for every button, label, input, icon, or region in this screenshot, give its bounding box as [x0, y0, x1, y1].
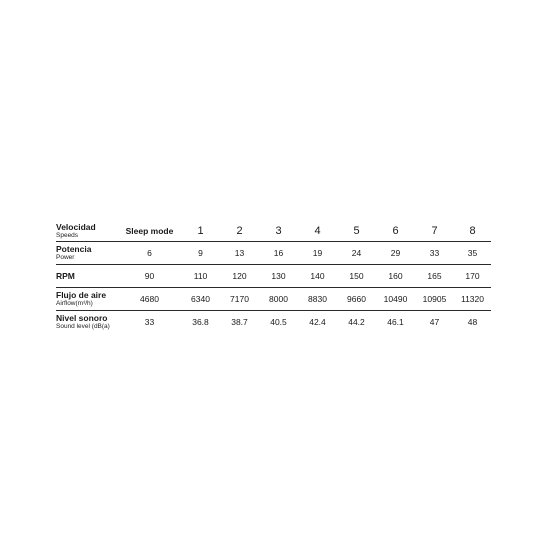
table-cell: 35	[454, 242, 491, 265]
row-rpm	[56, 265, 491, 288]
row-power	[56, 242, 491, 265]
row-sound-level	[56, 311, 491, 334]
table-cell: 110	[181, 265, 220, 288]
table-cell: 8000	[259, 288, 298, 311]
table-cell: 19	[298, 242, 337, 265]
table-cell: 170	[454, 265, 491, 288]
table-cell: 10905	[415, 288, 454, 311]
row-sublabel: Power	[56, 254, 75, 261]
table-cell: 36.8	[181, 311, 220, 334]
table-cell: 90	[118, 265, 181, 288]
header-sublabel: Speeds	[56, 232, 79, 239]
column-header-speed-8: 8	[469, 225, 476, 237]
row-sublabel: Sound level (dB(a)	[56, 323, 110, 330]
column-header-speed-7: 7	[431, 225, 438, 237]
table-cell: 46.1	[376, 311, 415, 334]
spec-table	[56, 221, 491, 333]
column-header-speed-5: 5	[353, 225, 360, 237]
row-label: RPM	[56, 271, 75, 281]
row-label-cell	[56, 265, 118, 288]
row-sublabel: Airflow(m³/h)	[56, 300, 93, 307]
table-cell: 165	[415, 265, 454, 288]
column-header-speed-2: 2	[236, 225, 243, 237]
row-label: Nivel sonoro	[56, 313, 108, 323]
table-cell: 160	[376, 265, 415, 288]
table-cell: 47	[415, 311, 454, 334]
row-label-cell	[56, 311, 118, 334]
row-airflow	[56, 288, 491, 311]
table-cell: 6	[118, 242, 181, 265]
column-header-speed-4: 4	[314, 225, 321, 237]
table-cell: 4680	[118, 288, 181, 311]
table-cell: 10490	[376, 288, 415, 311]
row-label: Flujo de aire	[56, 290, 107, 300]
table-cell: 120	[220, 265, 259, 288]
table-cell: 42.4	[298, 311, 337, 334]
table-cell: 7170	[220, 288, 259, 311]
table-cell: 24	[337, 242, 376, 265]
row-label: Potencia	[56, 244, 92, 254]
column-header-speed-1: 1	[197, 225, 204, 237]
column-header-speed-3: 3	[275, 225, 282, 237]
table-cell: 29	[376, 242, 415, 265]
table-cell: 33	[415, 242, 454, 265]
header-label-cell	[56, 221, 118, 242]
header-label: Velocidad	[56, 222, 96, 232]
table-cell: 9	[181, 242, 220, 265]
table-cell: 150	[337, 265, 376, 288]
table-cell: 9660	[337, 288, 376, 311]
column-header-sleep-mode: Sleep mode	[125, 226, 174, 236]
table-cell: 33	[118, 311, 181, 334]
column-header-speed-6: 6	[392, 225, 399, 237]
row-label-cell	[56, 288, 118, 311]
table-cell: 140	[298, 265, 337, 288]
table-cell: 48	[454, 311, 491, 334]
table-cell: 44.2	[337, 311, 376, 334]
table-cell: 16	[259, 242, 298, 265]
table-cell: 11320	[454, 288, 491, 311]
table-cell: 130	[259, 265, 298, 288]
table-cell: 8830	[298, 288, 337, 311]
table-cell: 13	[220, 242, 259, 265]
header-row	[56, 221, 491, 242]
table-cell: 6340	[181, 288, 220, 311]
table-cell: 38.7	[220, 311, 259, 334]
row-label-cell	[56, 242, 118, 265]
table-cell: 40.5	[259, 311, 298, 334]
